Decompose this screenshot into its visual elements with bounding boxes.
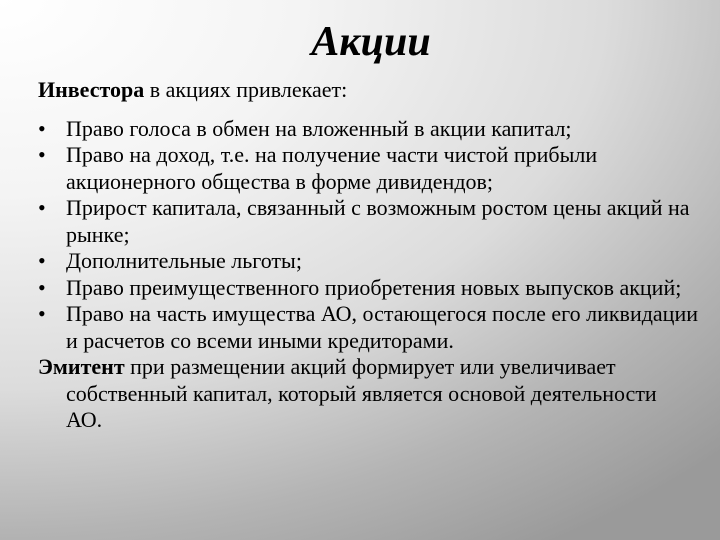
outro-bold-term: Эмитент — [38, 354, 125, 379]
list-item-text: Прирост капитала, связанный с возможным ростом цены акций на рынке; — [66, 195, 690, 247]
bullet-marker: • — [38, 248, 46, 273]
outro-paragraph — [38, 354, 698, 434]
intro-bold-term: Инвестора — [38, 77, 145, 102]
slide-title: Акции — [311, 19, 431, 65]
list-item-text: Право преимущественного приобретения новых выпусков акций; — [66, 274, 682, 300]
bullet-list — [38, 116, 698, 355]
intro-text: в акциях привлекает: — [144, 77, 348, 102]
list-item — [38, 248, 698, 275]
list-item — [38, 142, 698, 195]
outro-text: при размещении акций формирует или увеличивает собственный капитал, который является основой деятельности АО. — [66, 354, 657, 432]
list-item-text: Право на доход, т.е. на получение части чистой прибыли акционерного общества в форме дивидендов; — [66, 142, 598, 194]
list-item-text: Дополнительные льготы; — [66, 248, 302, 273]
intro-paragraph — [38, 77, 698, 104]
bullet-marker: • — [38, 195, 46, 220]
bullet-marker: • — [38, 274, 46, 300]
list-item — [38, 116, 698, 143]
bullet-marker: • — [38, 301, 46, 326]
bullet-marker: • — [38, 142, 46, 167]
list-item-text: Право голоса в обмен на вложенный в акции капитал; — [66, 115, 572, 141]
list-item-text: Право на часть имущества АО, остающегося после его ликвидации и расчетов со всеми иными кредиторами. — [66, 301, 698, 353]
list-item — [38, 301, 698, 354]
bullet-marker: • — [38, 115, 46, 141]
slide-body — [38, 77, 698, 434]
list-item — [38, 195, 698, 248]
list-item — [38, 275, 698, 302]
